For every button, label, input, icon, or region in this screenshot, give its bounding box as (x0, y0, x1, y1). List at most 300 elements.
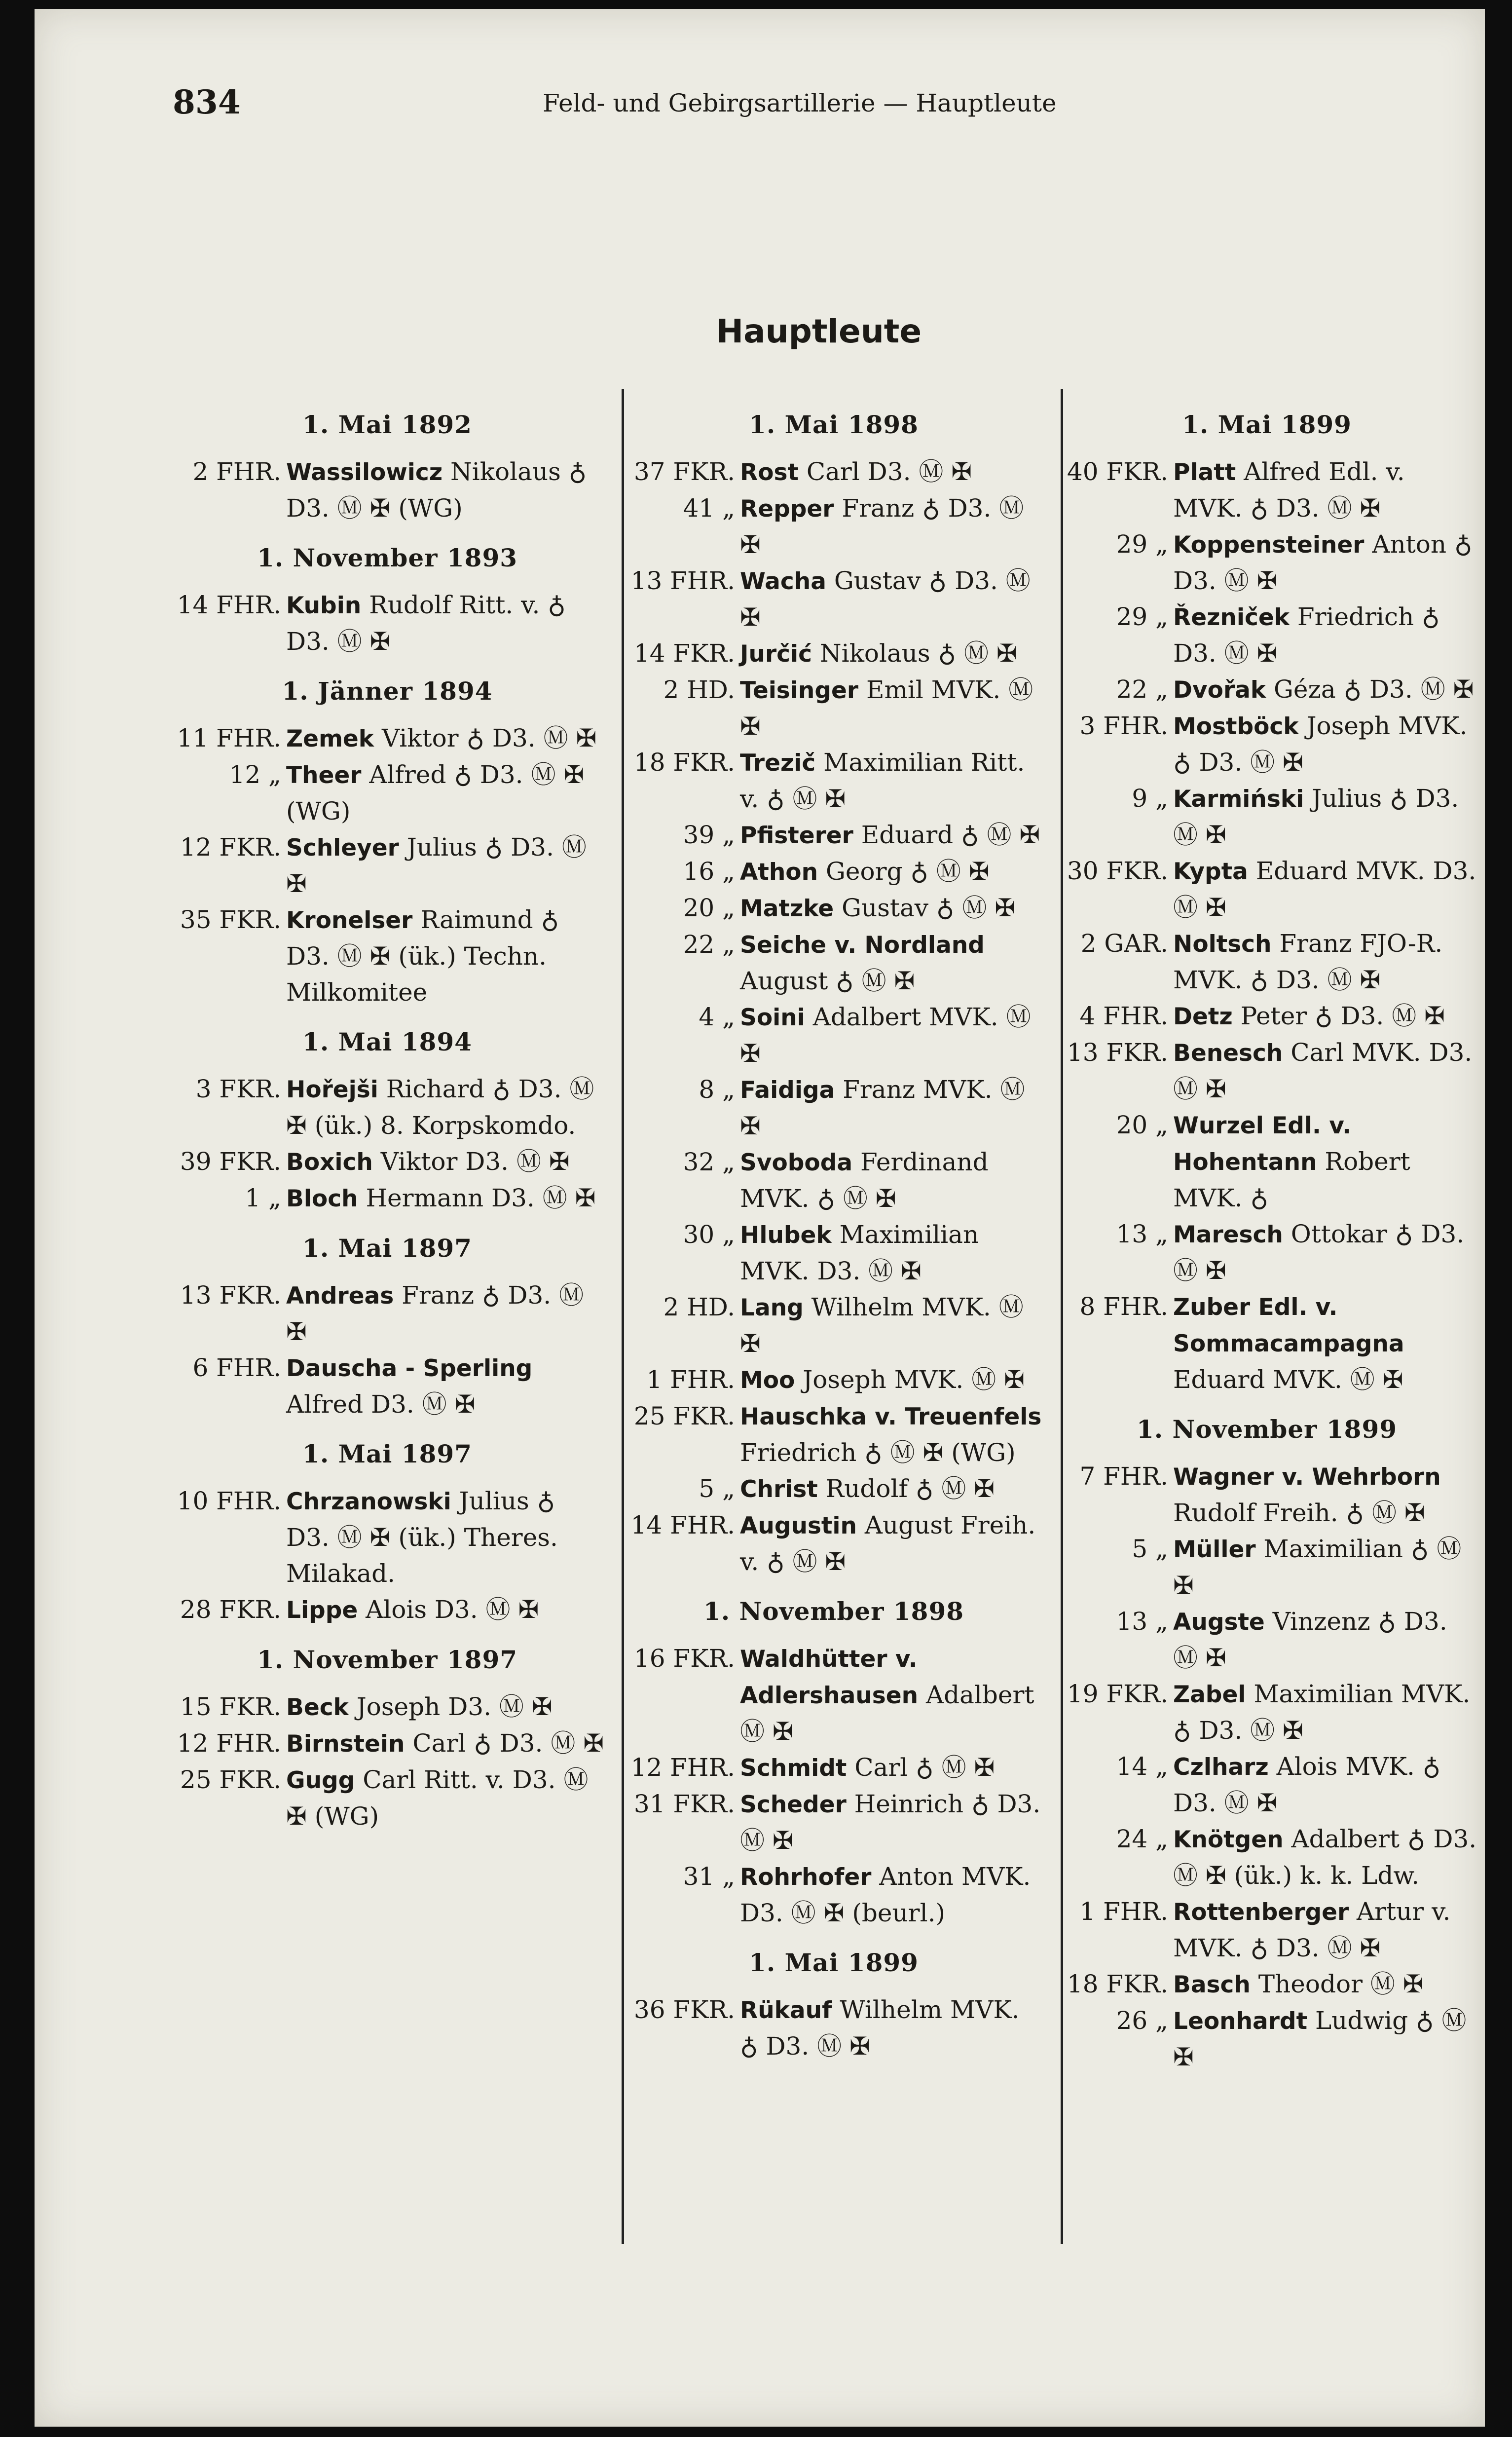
officer-name: Leonhardt (1173, 2008, 1308, 2035)
officer-details: Ludwig ♁ Ⓜ ✠ (1173, 2006, 1467, 2071)
officer-details: Eduard ♁ Ⓜ ✠ (853, 821, 1040, 849)
entry-text (1173, 599, 1484, 672)
entry-text (1173, 1289, 1484, 1398)
entry-text (740, 927, 1051, 999)
officer-name: Basch (1173, 1971, 1251, 1998)
regiment-label: 28 FKR. (180, 1595, 281, 1624)
entry-text (1173, 998, 1484, 1035)
entry-text (740, 1398, 1051, 1471)
officer-details: Friedrich ♁ D3. Ⓜ ✠ (1173, 602, 1440, 668)
regiment-label: 36 FKR. (633, 1995, 735, 2024)
officer-name: Athon (740, 859, 818, 886)
regiment-label: 11 FHR. (177, 724, 281, 752)
officer-name: Dauscha - Sperling (286, 1355, 533, 1382)
officer-entry (163, 902, 612, 1011)
officer-entry (617, 999, 1051, 1072)
officer-name: Seiche v. Nordland (740, 932, 985, 959)
officer-name: Mostböck (1173, 713, 1299, 740)
officer-entry (163, 1725, 612, 1762)
regiment-label: 12 FHR. (630, 1753, 735, 1782)
officer-details: Adalbert MVK. Ⓜ ✠ (740, 1003, 1031, 1068)
entry-text (1173, 853, 1484, 926)
officer-details: Alfred ♁ D3. Ⓜ ✠ (WG) (286, 760, 585, 825)
officer-entry (617, 890, 1051, 927)
regiment-label: 31 FKR. (633, 1790, 735, 1818)
officer-details: August ♁ Ⓜ ✠ (740, 967, 915, 995)
officer-details: Carl MVK. D3. Ⓜ ✠ (1173, 1038, 1473, 1103)
officer-name: Wurzel Edl. v. Hohentann (1173, 1112, 1351, 1176)
entry-text (286, 1277, 612, 1350)
regiment-label: 13 „ (1116, 1220, 1168, 1248)
officer-details: Ferdinand MVK. ♁ Ⓜ ✠ (740, 1148, 989, 1213)
officer-name: Christ (740, 1476, 818, 1503)
regiment-label: 4 „ (699, 1003, 735, 1031)
officer-details: Joseph MVK. ♁ D3. Ⓜ ✠ (1173, 712, 1468, 777)
officer-entry (1050, 1894, 1484, 1966)
officer-details: Alfred D3. Ⓜ ✠ (286, 1390, 476, 1419)
officer-details: Joseph D3. Ⓜ ✠ (348, 1692, 553, 1721)
officer-details: Heinrich ♁ D3. Ⓜ ✠ (740, 1790, 1041, 1855)
date-heading: 1. November 1897 (257, 1645, 518, 1674)
regiment-label: 1 „ (245, 1184, 281, 1212)
entry-text (1173, 926, 1484, 998)
page-number: 834 (173, 83, 241, 121)
officer-details: Franz FJO-R. MVK. ♁ D3. Ⓜ ✠ (1173, 929, 1443, 994)
officer-details: Ottokar ♁ D3. Ⓜ ✠ (1173, 1220, 1465, 1285)
officer-name: Benesch (1173, 1040, 1283, 1067)
column-2 (617, 406, 1051, 2081)
officer-name: Gugg (286, 1767, 355, 1794)
entry-text (1173, 708, 1484, 781)
officer-entry (1050, 781, 1484, 853)
entry-text (740, 1786, 1051, 1859)
officer-name: Moo (740, 1367, 795, 1394)
officer-name: Karmiński (1173, 786, 1304, 813)
date-heading: 1. Mai 1892 (302, 410, 472, 439)
entry-text (740, 490, 1051, 563)
officer-entry (617, 1362, 1051, 1398)
officer-entry (1050, 672, 1484, 708)
officer-details: Alois D3. Ⓜ ✠ (358, 1595, 539, 1624)
entry-text (1173, 454, 1484, 526)
officer-name: Wassilowicz (286, 459, 443, 486)
date-heading: 1. Mai 1897 (302, 1234, 472, 1263)
regiment-label: 5 „ (699, 1474, 735, 1503)
entry-text (286, 1483, 612, 1592)
officer-entry (617, 927, 1051, 999)
officer-details: Richard ♁ D3. Ⓜ ✠ (ük.) 8. Korpskomdo. (286, 1075, 594, 1140)
officer-name: Rost (740, 459, 799, 486)
regiment-label: 3 FHR. (1079, 712, 1168, 740)
officer-entry (163, 720, 612, 757)
officer-details: Friedrich ♁ Ⓜ ✠ (WG) (740, 1438, 1016, 1467)
officer-details: Raimund ♁ D3. Ⓜ ✠ (ük.) Techn. Milkomitee (286, 905, 559, 1007)
entry-text (740, 890, 1051, 927)
entry-text (740, 1362, 1051, 1398)
regiment-label: 13 FHR. (630, 566, 735, 595)
entry-text (1173, 1216, 1484, 1289)
officer-details: Peter ♁ D3. Ⓜ ✠ (1232, 1002, 1445, 1030)
officer-details: Adalbert ♁ D3. Ⓜ ✠ (ük.) k. k. Ldw. (1173, 1825, 1477, 1890)
officer-details: Joseph MVK. Ⓜ ✠ (795, 1365, 1025, 1394)
entry-text (286, 1350, 612, 1423)
officer-name: Maresch (1173, 1221, 1283, 1248)
officer-name: Schmidt (740, 1755, 847, 1782)
date-heading: 1. Mai 1897 (302, 1439, 472, 1468)
officer-details: Julius ♁ D3. Ⓜ ✠ (286, 833, 587, 898)
regiment-label: 39 „ (683, 821, 735, 849)
running-title: Feld- und Gebirgsartillerie — Hauptleute (543, 89, 1057, 117)
entry-text (740, 672, 1051, 745)
officer-entry (163, 1180, 612, 1217)
officer-name: Birnstein (286, 1730, 405, 1758)
officer-details: Rudolf ♁ Ⓜ ✠ (817, 1474, 995, 1503)
regiment-label: 31 „ (683, 1862, 735, 1891)
officer-name: Kubin (286, 592, 362, 619)
regiment-label: 12 FKR. (180, 833, 281, 862)
officer-name: Trezič (740, 750, 816, 777)
officer-name: Beck (286, 1694, 349, 1721)
officer-name: Czlharz (1173, 1754, 1269, 1781)
officer-entry (617, 1471, 1051, 1507)
regiment-label: 16 FKR. (633, 1644, 735, 1673)
officer-entry (1050, 708, 1484, 781)
officer-details: Géza ♁ D3. Ⓜ ✠ (1266, 675, 1474, 704)
officer-details: Alfred Edl. v. MVK. ♁ D3. Ⓜ ✠ (1173, 457, 1405, 523)
officer-entry (1050, 1216, 1484, 1289)
officer-name: Hlubek (740, 1222, 832, 1249)
officer-entry (1050, 526, 1484, 599)
regiment-label: 37 FKR. (633, 457, 735, 486)
entry-text (1173, 1459, 1484, 1531)
book-page (35, 9, 1485, 2427)
officer-entry (163, 829, 612, 902)
officer-entry (1050, 1749, 1484, 1821)
officer-details: Maximilian MVK. D3. Ⓜ ✠ (740, 1220, 979, 1285)
entry-text (740, 1217, 1051, 1289)
officer-entry (617, 1398, 1051, 1471)
regiment-label: 16 „ (683, 857, 735, 886)
entry-text (286, 1144, 612, 1180)
entry-text (740, 1144, 1051, 1217)
entry-text (740, 1750, 1051, 1786)
entry-text (740, 1289, 1051, 1362)
officer-details: Adalbert Ⓜ ✠ (740, 1681, 1034, 1746)
regiment-label: 14 FHR. (177, 591, 281, 619)
entry-text (1173, 781, 1484, 853)
officer-details: Viktor ♁ D3. Ⓜ ✠ (374, 724, 597, 752)
officer-name: Detz (1173, 1003, 1233, 1030)
officer-name: Scheder (740, 1791, 847, 1818)
date-heading: 1. Mai 1894 (302, 1027, 472, 1056)
officer-entry (163, 1592, 612, 1628)
officer-entry (1050, 1821, 1484, 1894)
regiment-label: 39 FKR. (180, 1147, 281, 1176)
officer-name: Lang (740, 1294, 804, 1321)
date-heading: 1. November 1898 (703, 1597, 964, 1626)
officer-entry (617, 1750, 1051, 1786)
officer-name: Zemek (286, 725, 374, 752)
regiment-label: 14 FKR. (633, 639, 735, 668)
regiment-label: 8 FHR. (1079, 1292, 1168, 1321)
officer-name: Jurčić (740, 640, 812, 668)
officer-entry (163, 1762, 612, 1835)
column-1 (163, 406, 612, 1851)
officer-entry (1050, 1676, 1484, 1749)
regiment-label: 29 „ (1116, 602, 1168, 631)
regiment-label: 4 FHR. (1079, 1002, 1168, 1030)
regiment-label: 10 FHR. (177, 1487, 281, 1515)
officer-details: Carl Ritt. v. D3. Ⓜ ✠ (WG) (286, 1765, 589, 1831)
officer-name: Bloch (286, 1185, 358, 1212)
entry-text (740, 1471, 1051, 1507)
officer-details: Carl D3. Ⓜ ✠ (798, 457, 972, 486)
entry-text (1173, 1604, 1484, 1676)
officer-name: Waldhütter v. Adlershausen (740, 1646, 919, 1709)
entry-text (740, 854, 1051, 890)
officer-details: Rudolf Ritt. v. ♁ D3. Ⓜ ✠ (286, 591, 566, 656)
date-heading: 1. Mai 1899 (749, 1948, 919, 1977)
regiment-label: 18 FKR. (1067, 1970, 1168, 1998)
officer-name: Zabel (1173, 1681, 1246, 1708)
entry-text (740, 1072, 1051, 1144)
regiment-label: 12 FHR. (177, 1729, 281, 1758)
entry-text (286, 1071, 612, 1144)
entry-text (1173, 526, 1484, 599)
officer-details: Wilhelm MVK. Ⓜ ✠ (740, 1293, 1024, 1358)
officer-details: Franz MVK. Ⓜ ✠ (740, 1075, 1025, 1140)
regiment-label: 26 „ (1116, 2006, 1168, 2035)
officer-entry (1050, 1604, 1484, 1676)
officer-name: Teisinger (740, 677, 859, 704)
officer-entry (617, 1289, 1051, 1362)
entry-text (740, 454, 1051, 490)
regiment-label: 41 „ (683, 494, 735, 523)
entry-text (1173, 1531, 1484, 1604)
officer-name: Wacha (740, 568, 826, 595)
officer-name: Svoboda (740, 1149, 853, 1176)
officer-details: Emil MVK. Ⓜ ✠ (740, 675, 1033, 741)
regiment-label: 19 FKR. (1067, 1680, 1168, 1708)
officer-entry (163, 1689, 612, 1725)
entry-text (286, 757, 612, 829)
officer-entry (1050, 1459, 1484, 1531)
entry-text (1173, 1749, 1484, 1821)
entry-text (286, 1762, 612, 1835)
entry-text (740, 1507, 1051, 1580)
officer-name: Theer (286, 762, 362, 789)
officer-details: Vinzenz ♁ D3. Ⓜ ✠ (1173, 1607, 1447, 1672)
regiment-label: 18 FKR. (633, 748, 735, 777)
officer-details: Nikolaus ♁ Ⓜ ✠ (811, 639, 1017, 668)
entry-text (1173, 1107, 1484, 1216)
officer-entry (1050, 2003, 1484, 2075)
regiment-label: 8 „ (699, 1075, 735, 1104)
regiment-label: 13 FKR. (180, 1281, 281, 1310)
officer-details: Theodor Ⓜ ✠ (1250, 1970, 1424, 1998)
officer-details: Wilhelm MVK. ♁ D3. Ⓜ ✠ (740, 1995, 1020, 2061)
officer-entry (163, 1483, 612, 1592)
officer-name: Matzke (740, 895, 834, 922)
officer-name: Augustin (740, 1512, 857, 1539)
officer-details: Artur v. MVK. ♁ D3. Ⓜ ✠ (1173, 1897, 1451, 1962)
officer-entry (163, 757, 612, 829)
entry-text (286, 1592, 612, 1628)
officer-details: Franz ♁ D3. Ⓜ ✠ (286, 1281, 584, 1346)
officer-entry (1050, 998, 1484, 1035)
officer-name: Platt (1173, 459, 1236, 486)
officer-details: Alois MVK. ♁ D3. Ⓜ ✠ (1173, 1752, 1441, 1817)
entry-text (286, 829, 612, 902)
officer-name: Augste (1173, 1609, 1265, 1636)
officer-name: Chrzanowski (286, 1488, 451, 1515)
officer-name: Kypta (1173, 858, 1248, 885)
officer-entry (1050, 853, 1484, 926)
regiment-label: 13 „ (1116, 1607, 1168, 1636)
officer-details: Carl ♁ Ⓜ ✠ (847, 1753, 995, 1782)
entry-text (286, 902, 612, 1011)
entry-text (1173, 2003, 1484, 2075)
column-3 (1050, 406, 1484, 2092)
regiment-label: 14 „ (1116, 1752, 1168, 1781)
date-heading: 1. November 1893 (257, 543, 518, 572)
officer-details: Eduard MVK. Ⓜ ✠ (1173, 1365, 1403, 1394)
officer-details: Georg ♁ Ⓜ ✠ (818, 857, 990, 886)
regiment-label: 15 FKR. (180, 1692, 281, 1721)
officer-details: Gustav ♁ D3. Ⓜ ✠ (740, 566, 1031, 632)
officer-entry (617, 1859, 1051, 1931)
regiment-label: 35 FKR. (180, 905, 281, 934)
officer-name: Schleyer (286, 834, 399, 862)
officer-details: Carl ♁ D3. Ⓜ ✠ (405, 1729, 604, 1758)
officer-entry (617, 1072, 1051, 1144)
officer-entry (617, 854, 1051, 890)
officer-details: Maximilian MVK. ♁ D3. Ⓜ ✠ (1173, 1680, 1471, 1745)
officer-details: Anton ♁ D3. Ⓜ ✠ (1173, 530, 1473, 595)
officer-entry (617, 817, 1051, 854)
officer-entry (1050, 1966, 1484, 2003)
entry-text (286, 720, 612, 757)
entry-text (740, 636, 1051, 672)
officer-entry (617, 1786, 1051, 1859)
officer-details: Julius ♁ D3. Ⓜ ✠ (1173, 784, 1459, 849)
officer-entry (1050, 1531, 1484, 1604)
entry-text (740, 563, 1051, 636)
officer-entry (163, 1071, 612, 1144)
entry-text (740, 1641, 1051, 1750)
officer-name: Koppensteiner (1173, 531, 1364, 559)
regiment-label: 5 „ (1132, 1535, 1168, 1563)
officer-details: Gustav ♁ Ⓜ ✠ (834, 894, 1016, 922)
officer-entry (163, 454, 612, 526)
date-heading: 1. Mai 1899 (1182, 410, 1352, 439)
regiment-label: 22 „ (1116, 675, 1168, 704)
regiment-label: 30 FKR. (1067, 857, 1168, 885)
officer-entry (163, 587, 612, 660)
entry-text (1173, 1894, 1484, 1966)
officer-details: Anton MVK. D3. Ⓜ ✠ (beurl.) (740, 1862, 1031, 1927)
regiment-label: 12 „ (229, 760, 281, 789)
officer-name: Dvořak (1173, 676, 1266, 704)
officer-name: Kronelser (286, 907, 413, 934)
officer-name: Wagner v. Wehrborn (1173, 1463, 1441, 1491)
officer-details: Nikolaus ♁ D3. Ⓜ ✠ (WG) (286, 457, 587, 523)
regiment-label: 13 FKR. (1067, 1038, 1168, 1067)
regiment-label: 22 „ (683, 930, 735, 959)
officer-name: Rükauf (740, 1997, 832, 2024)
regiment-label: 2 GAR. (1080, 929, 1168, 958)
officer-name: Pfisterer (740, 822, 853, 849)
officer-entry (617, 1641, 1051, 1750)
regiment-label: 29 „ (1116, 530, 1168, 559)
entry-text (1173, 1035, 1484, 1107)
officer-details: Franz ♁ D3. Ⓜ ✠ (740, 494, 1024, 559)
officer-entry (163, 1277, 612, 1350)
entry-text (740, 999, 1051, 1072)
regiment-label: 30 „ (683, 1220, 735, 1249)
entry-text (1173, 672, 1484, 708)
regiment-label: 9 „ (1132, 784, 1168, 813)
officer-details: Hermann D3. Ⓜ ✠ (358, 1184, 596, 1212)
date-heading: 1. Mai 1898 (749, 410, 919, 439)
entry-text (740, 1859, 1051, 1931)
officer-entry (1050, 1289, 1484, 1398)
officer-name: Müller (1173, 1536, 1256, 1563)
regiment-label: 2 HD. (663, 675, 735, 704)
officer-entry (617, 454, 1051, 490)
officer-entry (617, 1144, 1051, 1217)
officer-details: Eduard MVK. D3. Ⓜ ✠ (1173, 857, 1476, 922)
regiment-label: 32 „ (683, 1148, 735, 1176)
officer-entry (1050, 1107, 1484, 1216)
page-header (35, 83, 1485, 132)
regiment-label: 25 FKR. (180, 1765, 281, 1794)
officer-name: Repper (740, 495, 834, 523)
regiment-label: 40 FKR. (1067, 457, 1168, 486)
officer-entry (617, 1992, 1051, 2064)
officer-details: August Freih. v. ♁ Ⓜ ✠ (740, 1511, 1036, 1576)
entry-text (286, 587, 612, 660)
officer-entry (163, 1144, 612, 1180)
regiment-label: 25 FKR. (633, 1402, 735, 1430)
officer-name: Andreas (286, 1282, 394, 1310)
regiment-label: 2 HD. (663, 1293, 735, 1321)
entry-text (740, 1992, 1051, 2064)
officer-details: Rudolf Freih. ♁ Ⓜ ✠ (1173, 1499, 1425, 1527)
entry-text (740, 817, 1051, 854)
officer-entry (617, 672, 1051, 745)
officer-details: Julius ♁ D3. Ⓜ ✠ (ük.) Theres. Milakad. (286, 1487, 558, 1588)
regiment-label: 2 FHR. (192, 457, 281, 486)
officer-name: Noltsch (1173, 931, 1272, 958)
entry-text (740, 745, 1051, 817)
officer-name: Faidiga (740, 1077, 835, 1104)
officer-name: Hauschka v. Treuenfels (740, 1403, 1042, 1430)
regiment-label: 1 FHR. (646, 1365, 735, 1394)
officer-name: Rohrhofer (740, 1864, 872, 1891)
entry-text (286, 1180, 612, 1217)
officer-entry (1050, 599, 1484, 672)
officer-name: Zuber Edl. v. Sommacampagna (1173, 1294, 1404, 1357)
officer-name: Hořejši (286, 1076, 378, 1103)
officer-entry (1050, 454, 1484, 526)
officer-details: Maximilian Ritt. v. ♁ Ⓜ ✠ (740, 748, 1025, 813)
regiment-label: 20 „ (683, 894, 735, 922)
officer-name: Rottenberger (1173, 1899, 1349, 1926)
entry-text (286, 454, 612, 526)
entry-text (1173, 1821, 1484, 1894)
officer-entry (617, 490, 1051, 563)
